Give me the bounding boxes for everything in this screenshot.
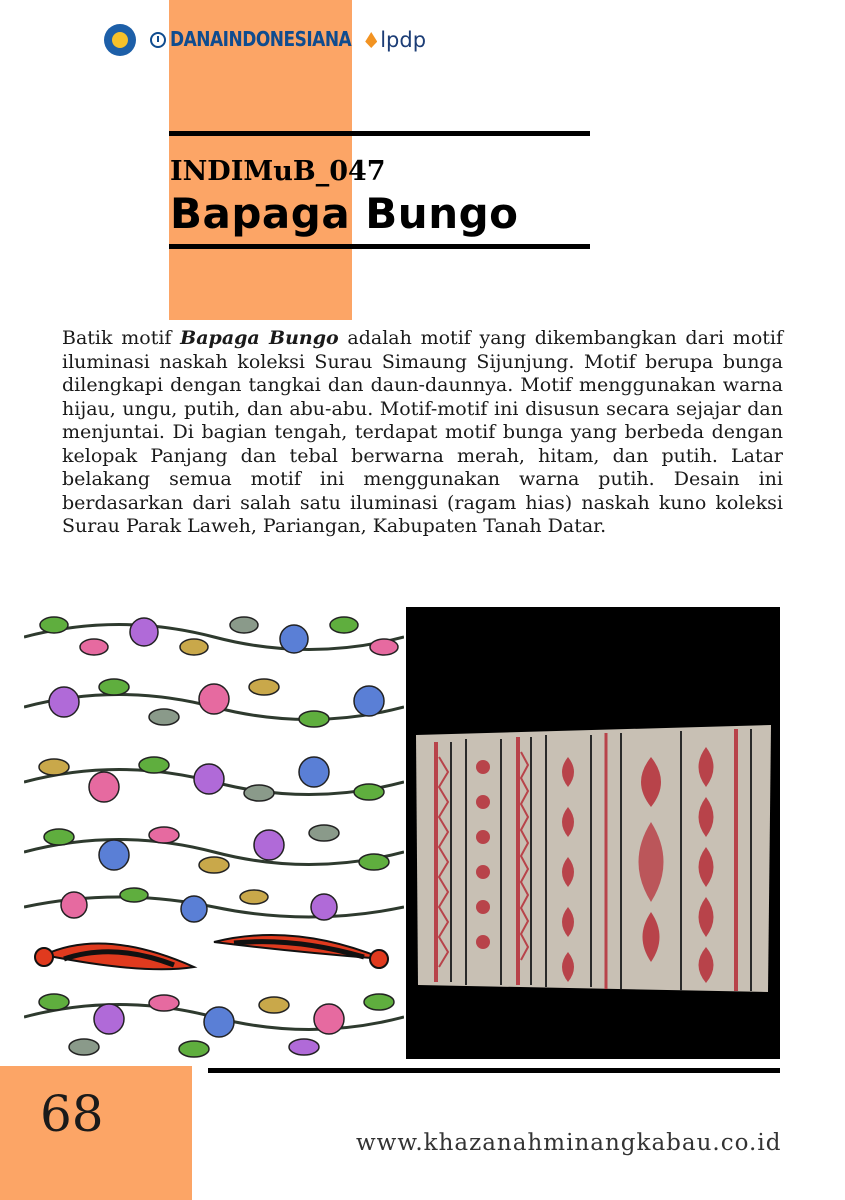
dana-indonesiana-logo (150, 30, 351, 50)
batik-pattern-image (24, 607, 404, 1059)
dana-indonesiana-text: DANAINDONESIANA (170, 28, 352, 52)
motif-code: INDIMuB_047 (170, 156, 386, 187)
motif-title: Bapaga Bungo (170, 189, 519, 238)
lpdp-text: lpdp (380, 28, 427, 52)
red-black-band (35, 935, 388, 969)
floral-band-4 (24, 825, 404, 873)
title-rule-bottom (169, 244, 590, 249)
description-intro: Batik motif (62, 327, 181, 349)
batik-pattern-illustration (24, 607, 404, 1059)
lpdp-logo (365, 28, 426, 52)
page-number: 68 (40, 1085, 104, 1143)
floral-band-6 (24, 994, 404, 1057)
footer-rule (208, 1068, 780, 1073)
floral-band-1 (24, 617, 404, 655)
manuscript-illumination-photo (406, 607, 780, 1059)
description-motif-name: Bapaga Bungo (180, 327, 339, 349)
floral-band-2 (24, 679, 404, 727)
website-url: www.khazanahminangkabau.co.id (356, 1130, 782, 1156)
kemdikbud-logo-icon (104, 24, 136, 56)
floral-band-3 (24, 757, 404, 802)
clock-icon (150, 32, 166, 48)
description-text: adalah motif yang dikembangkan dari motif iluminasi naskah koleksi Surau Simaung Sijunjung. Motif berupa bunga dilengkapi dengan tangkai dan daun-daunnya. Motif menggunakan warna hijau, ungu, putih, dan abu-abu. Motif-motif ini disusun secara sejajar dan menjuntai. Di bagian tengah, terdapat motif bunga yang berbeda dengan kelopak Panjang dan tebal berwarna merah, hitam, dan putih. Latar belakang semua motif ini menggunakan warna putih. Desain ini berdasarkan dari salah satu iluminasi (ragam hias) naskah kuno koleksi Surau Parak Laweh, Pariangan, Kabupaten Tanah Datar. (62, 327, 783, 537)
description-paragraph (62, 327, 783, 539)
title-rule-top (169, 131, 590, 136)
manuscript-photo (406, 607, 780, 1059)
flame-icon (365, 32, 377, 48)
sponsor-logos (104, 22, 426, 58)
floral-band-5 (24, 888, 404, 922)
